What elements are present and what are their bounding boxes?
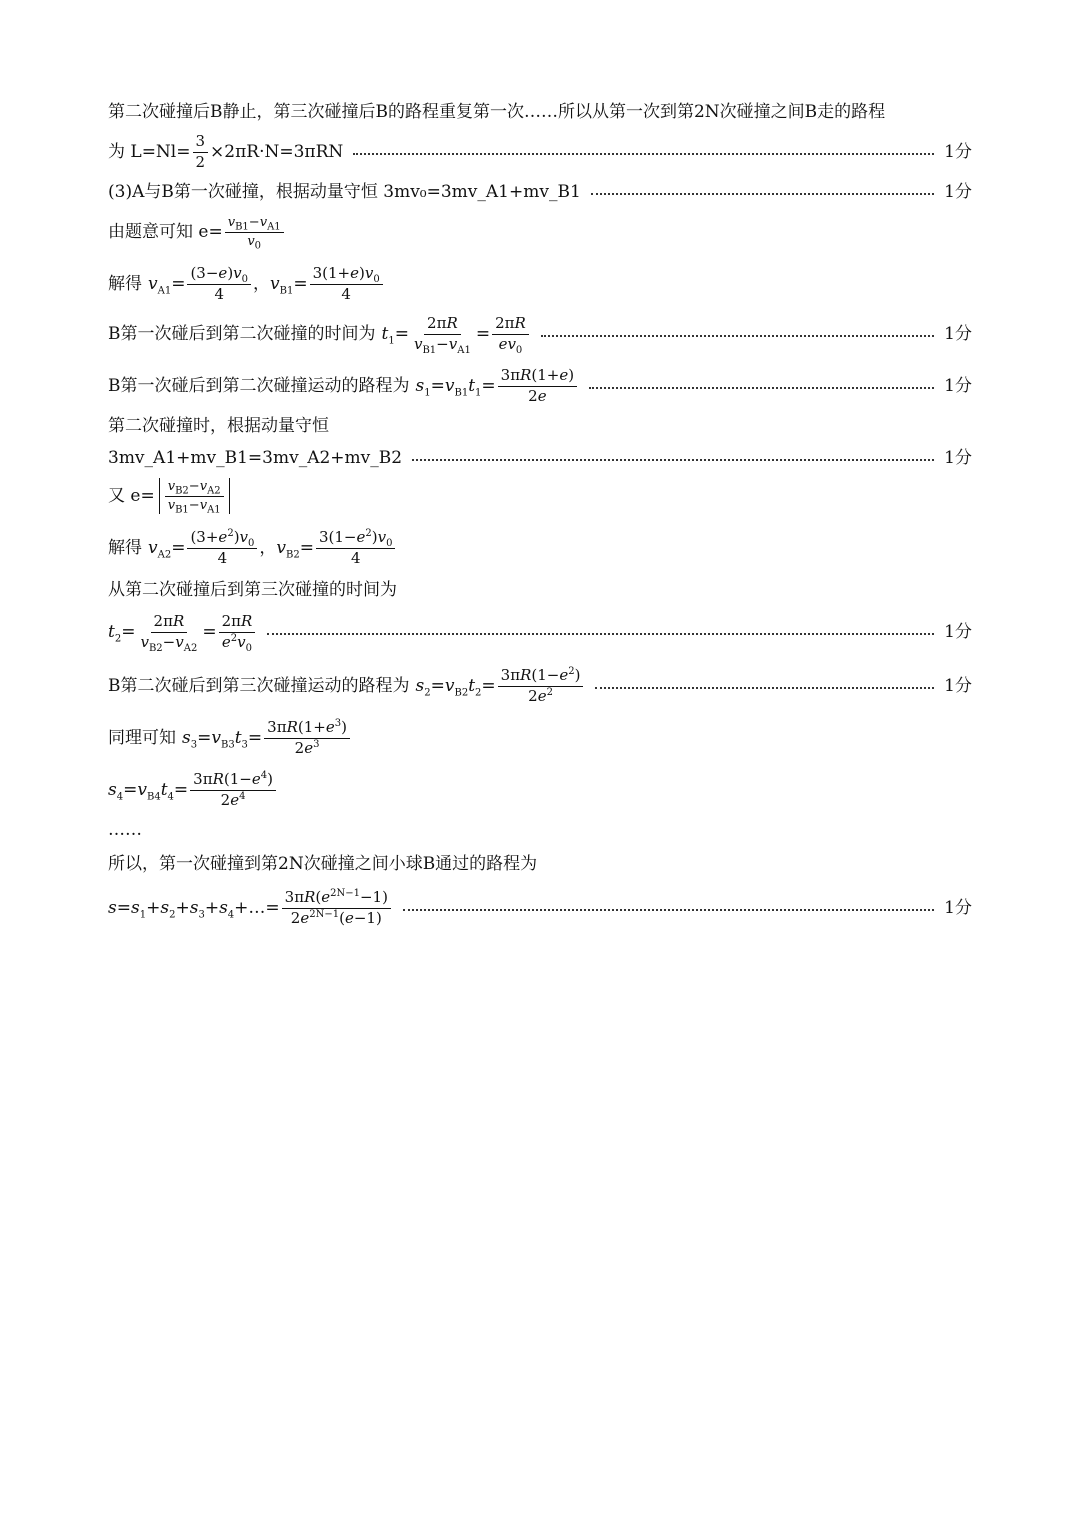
- absolute-value: $\frac{v_{B2}-v_{A2}}{v_{B1}-v_{A1}}$: [159, 478, 230, 514]
- fraction-s2: $\frac{3\pi R(1-e^2)}{2e^2}$: [498, 668, 584, 705]
- fraction-t2-b: $\frac{2\pi R}{e^2v_0}$: [219, 614, 256, 651]
- formula-s1: $s_1=v_{B1}t_1=$: [415, 375, 496, 398]
- score-label: 1分: [944, 447, 972, 468]
- line-17-text: ……: [108, 819, 142, 840]
- line-3-text: (3)A与B第一次碰撞，根据动量守恒 3mv₀=3mv_A1+mv_B1: [108, 181, 581, 202]
- line-16: [108, 764, 972, 816]
- fraction-va1: $\frac{(3-e)v_0}{4}$: [187, 266, 251, 303]
- dot-leader: [591, 193, 934, 195]
- score-label: 1分: [944, 621, 972, 642]
- dot-leader: [595, 687, 934, 689]
- formula-vb2: ，$v_{B2}=$: [259, 537, 314, 560]
- line-1-text: 第二次碰撞后B静止，第三次碰撞后B的路程重复第一次……所以从第一次到第2N次碰撞之间B走的路程: [108, 101, 886, 122]
- line-7: [108, 360, 972, 412]
- restitution-fraction: $\frac{v_{B1}-v_{A1}}{v_0}$: [225, 216, 284, 248]
- formula-t2: $t_2=$: [108, 621, 136, 644]
- fraction-va2: $\frac{(3+e^2)v_0}{4}$: [187, 530, 257, 567]
- line-12: [108, 570, 972, 610]
- line-5-text: 解得: [108, 273, 142, 294]
- fraction-t2-a: $\frac{2\pi R}{v_{B2}-v_{A2}}$: [140, 611, 198, 654]
- line-13: $t_2=$ $\frac{2\pi R}{v_{B2}-v_{A2}}$ = $\frac{2\pi R}{e^2v_0}$ 1分: [108, 611, 972, 654]
- score-label: 1分: [944, 141, 972, 162]
- line-18-text: 所以，第一次碰撞到第2N次碰撞之间小球B通过的路程为: [108, 853, 538, 874]
- score-label: 1分: [944, 181, 972, 202]
- dot-leader: [589, 387, 934, 389]
- line-11-text: 解得: [108, 537, 142, 558]
- fraction-s4: $\frac{3\pi R(1-e^4)}{2e^4}$: [190, 772, 276, 809]
- score-label: 1分: [944, 675, 972, 696]
- line-9-text: 3mv_A1+mv_B1=3mv_A2+mv_B2: [108, 447, 403, 468]
- formula-t1: $t_1=$: [381, 323, 409, 346]
- formula-s3: $s_3=v_{B3}t_3=$: [182, 727, 263, 750]
- fraction-3-over-2: $\frac{3}{2}$: [193, 134, 209, 171]
- line-6: B第一次碰后到第二次碰撞的时间为 $t_1=$ $\frac{2\pi R}{v_{B1}-v_{A1}}$ = $\frac{2\pi R}{ev_0}$ 1分: [108, 313, 972, 356]
- line-14-text: B第二次碰后到第三次碰撞运动的路程为: [108, 675, 410, 696]
- line-6-text: B第一次碰后到第二次碰撞的时间为: [108, 323, 376, 344]
- fraction-s3: $\frac{3\pi R(1+e^3)}{2e^3}$: [264, 720, 350, 757]
- line-19: [108, 882, 972, 934]
- fraction-vb1: $\frac{3(1+e)v_0}{4}$: [310, 266, 383, 303]
- line-14: [108, 660, 972, 712]
- line-12-text: 从第二次碰撞后到第三次碰撞的时间为: [108, 579, 397, 600]
- fraction-s-sum: $\frac{3\pi R(e^{2N-1}-1)}{2e^{2N-1}(e-1)}$: [282, 890, 391, 927]
- line-8-text: 第二次碰撞时，根据动量守恒: [108, 415, 329, 436]
- formula-s2: $s_2=v_{B2}t_2=$: [415, 675, 496, 698]
- line-18: [108, 844, 972, 884]
- score-label: 1分: [944, 375, 972, 396]
- line-10-text: 又 e=: [108, 485, 155, 506]
- line-11: [108, 522, 972, 574]
- formula-vb1: ，$v_{B1}=$: [253, 273, 308, 296]
- dot-leader: [403, 909, 934, 911]
- formula-s4: $s_4=v_{B4}t_4=$: [108, 779, 189, 802]
- line-2-rhs: ×2πR·N=3πRN: [210, 141, 344, 162]
- line-5: [108, 258, 972, 310]
- line-15: [108, 712, 972, 764]
- line-15-text: 同理可知: [108, 727, 176, 748]
- fraction-s1: $\frac{3\pi R(1+e)}{2e}$: [498, 368, 577, 405]
- line-2: [108, 126, 972, 178]
- score-label: 1分: [944, 897, 972, 918]
- dot-leader: [353, 153, 934, 155]
- fraction-vb2: $\frac{3(1-e^2)v_0}{4}$: [316, 530, 396, 567]
- line-4: [108, 206, 972, 258]
- line-2-lhs: 为 L=Nl=: [108, 141, 191, 162]
- formula-va2: $v_{A2}=$: [148, 537, 186, 560]
- score-label: 1分: [944, 323, 972, 344]
- line-10: [108, 470, 972, 522]
- formula-s-sum: $s=s_1+s_2+s_3+s_4+\dots=$: [108, 897, 280, 920]
- line-7-text: B第一次碰后到第二次碰撞运动的路程为: [108, 375, 410, 396]
- dot-leader: [412, 459, 934, 461]
- dot-leader: [541, 335, 934, 337]
- dot-leader: [267, 633, 934, 635]
- fraction-t1-b: $\frac{2\pi R}{ev_0}$: [492, 316, 529, 353]
- line-4-text: 由题意可知 e=: [108, 221, 223, 242]
- fraction-t1-a: $\frac{2\pi R}{v_{B1}-v_{A1}}$: [413, 313, 471, 356]
- formula-va1: $v_{A1}=$: [148, 273, 186, 296]
